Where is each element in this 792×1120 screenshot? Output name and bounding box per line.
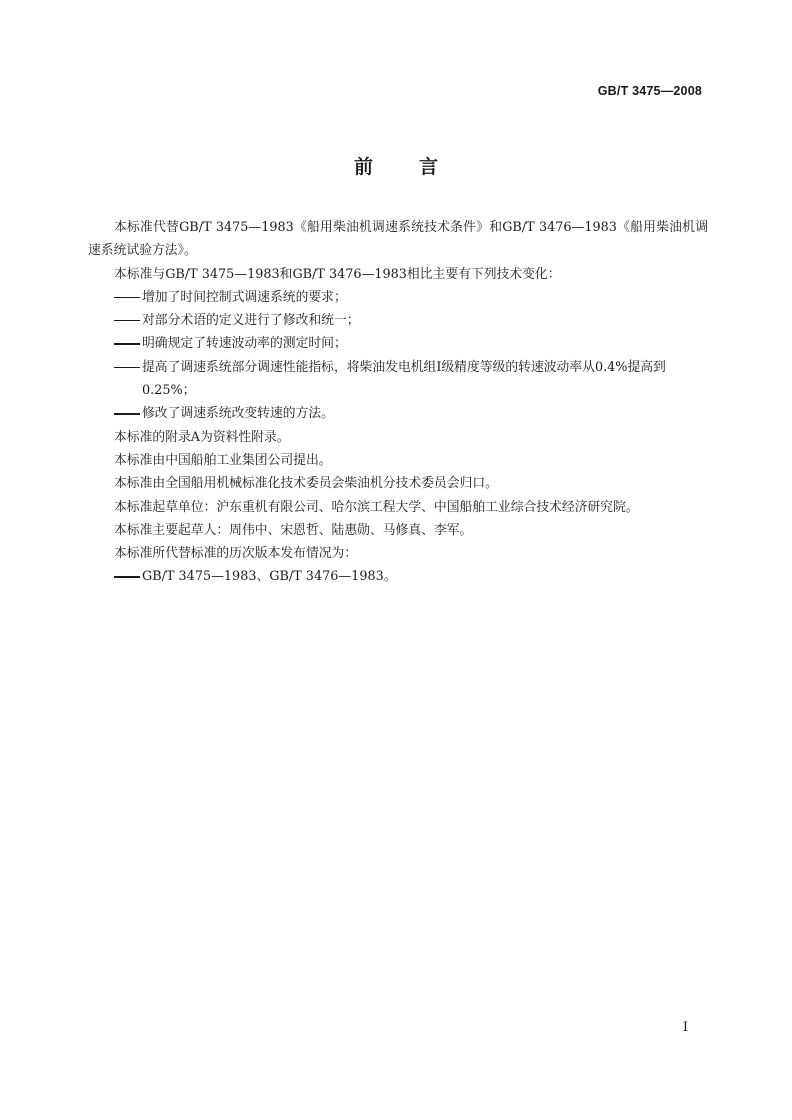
page-number: I bbox=[682, 1020, 688, 1035]
paragraph-annex: 本标准的附录A为资料性附录。 bbox=[114, 429, 290, 445]
list-item-text: 对部分术语的定义进行了修改和统一； bbox=[142, 313, 360, 329]
foreword-body bbox=[88, 216, 708, 589]
list-item bbox=[88, 309, 708, 332]
list-item-text: 提高了调速系统部分调速性能指标，将柴油发电机组Ⅰ级精度等级的转速波动率从0.4%提高到0.25%； bbox=[142, 359, 666, 399]
paragraph-changes-intro: 本标准与GB/T 3475—1983和GB/T 3476—1983相比主要有下列技术变化： bbox=[114, 266, 561, 282]
list-item-text: 明确规定了转速波动率的测定时间； bbox=[142, 336, 347, 352]
dash-mark bbox=[114, 356, 142, 379]
dash-mark bbox=[114, 286, 142, 309]
dash-mark bbox=[114, 332, 142, 355]
list-item bbox=[88, 356, 708, 403]
paragraph-history-intro: 本标准所代替标准的历次版本发布情况为： bbox=[114, 546, 358, 562]
paragraph-replacement: 本标准代替GB/T 3475—1983《船用柴油机调速系统技术条件》和GB/T 3476—1983《船用柴油机调速系统试验方法》。 bbox=[88, 220, 708, 259]
list-item bbox=[88, 332, 708, 355]
page-title: 前言 bbox=[353, 156, 484, 178]
paragraph-drafting-units: 本标准起草单位：沪东重机有限公司、哈尔滨工程大学、中国船舶工业综合技术经济研究院。 bbox=[114, 499, 639, 515]
paragraph-drafters: 本标准主要起草人：周伟中、宋恩哲、陆惠勋、马修真、李军。 bbox=[114, 522, 473, 538]
paragraph-proposer: 本标准由中国船舶工业集团公司提出。 bbox=[114, 452, 332, 468]
standard-code: GB/T 3475—2008 bbox=[597, 84, 702, 98]
dash-mark bbox=[114, 402, 142, 425]
list-item-text: 修改了调速系统改变转速的方法。 bbox=[142, 406, 334, 422]
list-item-text: 增加了时间控制式调速系统的要求； bbox=[142, 289, 347, 305]
dash-mark bbox=[114, 309, 142, 332]
list-item bbox=[88, 286, 708, 309]
paragraph-committee: 本标准由全国船用机械标准化技术委员会柴油机分技术委员会归口。 bbox=[114, 476, 498, 492]
list-item-text: GB/T 3475—1983、GB/T 3476—1983。 bbox=[142, 569, 397, 585]
list-item bbox=[88, 565, 708, 588]
dash-mark bbox=[114, 565, 142, 588]
list-item bbox=[88, 402, 708, 425]
